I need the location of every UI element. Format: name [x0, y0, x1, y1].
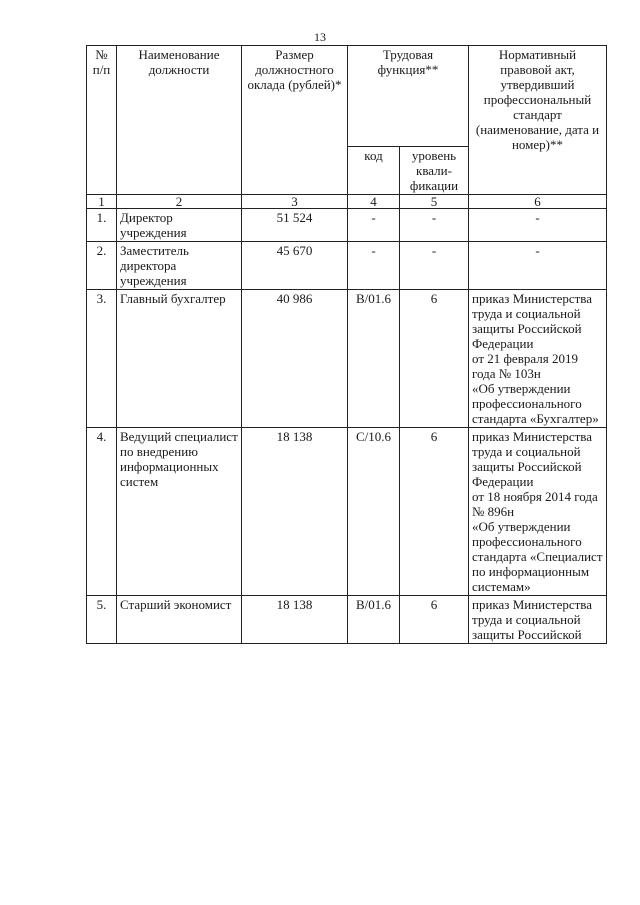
row-position-name: Ведущий специалист по внедрению информационных систем: [117, 428, 242, 596]
row-position-name: Главный бухгалтер: [117, 290, 242, 428]
row-code: C/10.6: [348, 428, 400, 596]
table-row: [87, 209, 607, 242]
column-number: 1: [87, 195, 117, 209]
row-standard: [469, 242, 607, 290]
column-number: 6: [469, 195, 607, 209]
row-code: -: [348, 242, 400, 290]
header-labor-function: Трудовая функция**: [348, 46, 469, 147]
row-salary: 18 138: [242, 596, 348, 644]
row-num: 2.: [87, 242, 117, 290]
page-number: 13: [314, 30, 326, 44]
row-standard-line: приказ Министерства труда и социальной защиты Российской Федерации: [472, 429, 593, 489]
header-row: [87, 46, 607, 147]
table-row: [87, 428, 607, 596]
row-num: 5.: [87, 596, 117, 644]
row-standard-line: «Об утверждении профессионального стандарта «Бухгалтер»: [472, 381, 599, 426]
row-position-name: Старший экономист: [117, 596, 242, 644]
row-standard-line: от 18 ноября 2014 года № 896н: [472, 489, 598, 519]
row-standard-line: «Об утверждении профессионального стандарта «Специалист по информационным системам»: [472, 519, 603, 594]
row-code: -: [348, 209, 400, 242]
column-number: 2: [117, 195, 242, 209]
row-code: B/01.6: [348, 596, 400, 644]
table-row: [87, 242, 607, 290]
row-salary: 51 524: [242, 209, 348, 242]
column-number: 3: [242, 195, 348, 209]
row-standard-line: -: [535, 210, 540, 225]
row-level: 6: [400, 290, 469, 428]
column-number-row: [87, 195, 607, 209]
row-salary: 18 138: [242, 428, 348, 596]
row-level: -: [400, 209, 469, 242]
table-row: [87, 290, 607, 428]
row-standard-line: -: [535, 243, 540, 258]
header-code: код: [348, 147, 400, 195]
row-level: 6: [400, 596, 469, 644]
row-salary: 45 670: [242, 242, 348, 290]
header-salary: Размер должностного оклада (рублей)*: [242, 46, 348, 195]
row-standard-line: от 21 февраля 2019 года № 103н: [472, 351, 578, 381]
row-level: 6: [400, 428, 469, 596]
row-position-name: Директор учреждения: [117, 209, 242, 242]
row-position-name: Заместитель директора учреждения: [117, 242, 242, 290]
row-num: 4.: [87, 428, 117, 596]
row-level: -: [400, 242, 469, 290]
header-standard: Нормативный правовой акт, утвердивший профессиональный стандарт (наименование, дата и номер)**: [469, 46, 607, 195]
row-standard-line: приказ Министерства труда и социальной защиты Российской: [472, 597, 593, 642]
row-standard: [469, 596, 607, 644]
table-row: [87, 596, 607, 644]
row-standard: [469, 290, 607, 428]
row-standard: [469, 209, 607, 242]
row-standard-line: приказ Министерства труда и социальной защиты Российской Федерации: [472, 291, 593, 351]
positions-table: [86, 45, 607, 644]
row-standard: [469, 428, 607, 596]
header-name: Наименование должности: [117, 46, 242, 195]
row-salary: 40 986: [242, 290, 348, 428]
row-num: 3.: [87, 290, 117, 428]
header-num: № п/п: [87, 46, 117, 195]
column-number: 5: [400, 195, 469, 209]
column-number: 4: [348, 195, 400, 209]
header-level: уровень квали-фикации: [400, 147, 469, 195]
row-num: 1.: [87, 209, 117, 242]
row-code: B/01.6: [348, 290, 400, 428]
